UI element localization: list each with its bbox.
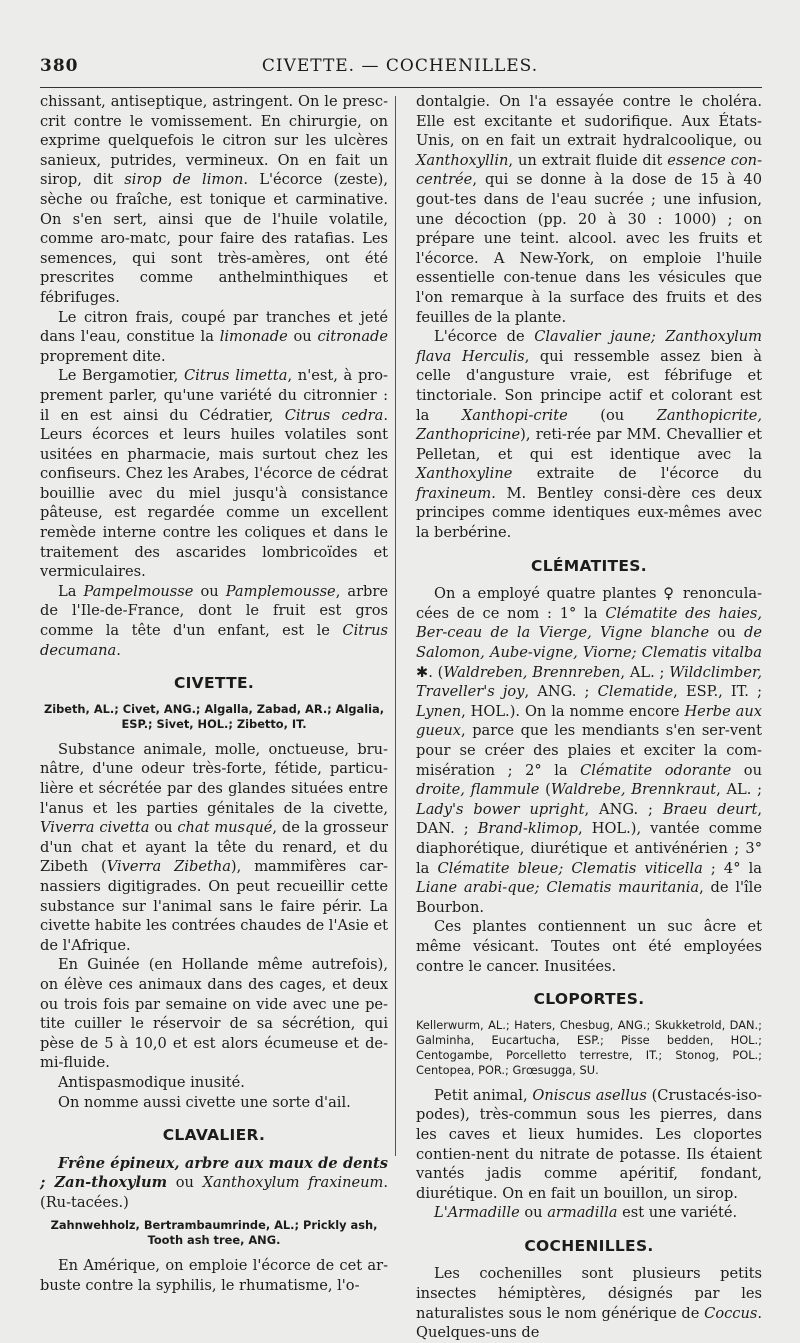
section-heading: COCHENILLES. (524, 1236, 654, 1255)
paragraph: L'Armadille ou armadilla est une variété. (434, 1204, 738, 1222)
paragraph: dontalgie. On l'a essayée contre le choléra. Elle est excitante et sudorifique. Aux États-Unis, on en fait un extrait hydralcoolique, ou Xanthoxyllin, un extrait fluide dit essence con-centrée, qui se donne à la dose de 15 à 40 gout-tes dans de l'eau sucrée ; une infusion, une décoction (pp. 20 à 30 : 1000) ; on prépare une teint. alcool. avec les fruits et l'écorce. A New-York, on emploie l'huile essentielle con-tenue dans les vésicules que l'on remarque à la surface des fruits et des feuilles de la plante. (416, 93, 762, 326)
left-column (40, 92, 388, 1296)
section-heading: CIVETTE. (173, 674, 255, 693)
page-header (40, 56, 760, 84)
paragraph: On nomme aussi civette une sorte d'ail. (58, 1093, 351, 1111)
paragraph: Les cochenilles sont plusieurs petits insectes hémiptères, désignés par les naturalistes sous le nom générique de Coccus. Quelques-uns de (416, 1265, 762, 1342)
paragraph: On a employé quatre plantes ♀ renoncula-cées de ce nom : 1° la Clématite des haies, Ber-ceau de la Vierge, Vigne blanche ou de Salomon, Aube-vigne, Viorne; Clematis vitalba ✱. (Waldreben, Brennreben, AL. ; Wildclimber, Traveller's joy, ANG. ; Clematide, ESP., IT. ; Lynen, HOL.). On la nomme encore Herbe aux gueux, parce que les mendiants s'en ser-vent pour se créer des plaies et exciter la com-misération ; 2° la Clématite odorante ou droite, flammule (Waldrebe, Brennkraut, AL. ; Lady's bower upright, ANG. ; Braeu deurt, DAN. ; Brand-klimop, HOL.), vantée comme diaphorétique, diurétique et antivénérien ; 3° la Clématite bleue; Clematis viticella ; 4° la Liane arabi-que; Clematis mauritania, de l'île Bourbon. (416, 585, 763, 916)
synonyms: Zibeth, AL.; Civet, ANG.; Algalla, Zabad, AR.; Algalia, ESP.; Sivet, HOL.; Zibetto, IT. (43, 701, 385, 731)
section-heading: CLÉMATITES. (531, 556, 647, 575)
paragraph: La Pampelmousse ou Pamplemousse, arbre de l'Ile-de-France, dont le fruit est gros comme la tête d'un enfant, est le Citrus decumana. (40, 582, 389, 659)
paragraph: En Amérique, on emploie l'écorce de cet ar-buste contre la syphilis, le rhumatisme, l'o- (40, 1257, 388, 1295)
header-rule (40, 87, 762, 88)
column-divider (395, 96, 396, 1156)
paragraph: Antispasmodique inusité. (58, 1073, 245, 1091)
page-number: 380 (40, 56, 79, 76)
star-icon: ✱. (416, 663, 433, 681)
paragraph: Le citron frais, coupé par tranches et jeté dans l'eau, constitue la limonade ou citronade proprement dite. (40, 308, 388, 365)
paragraph: Ces plantes contiennent un suc âcre et même vésicant. Toutes ont été employées contre le cancer. Inusitées. (416, 918, 762, 975)
synonyms: Zahnwehholz, Bertrambaumrinde, AL.; Prickly ash, Tooth ash tree, ANG. (50, 1218, 378, 1248)
synonyms: Kellerwurm, AL.; Haters, Chesbug, ANG.; Skukketrold, DAN.; Galminha, Eucartucha, ESP.; Pisse bedden, HOL.; Centogambe, Porcelletto terrestre, IT.; Stonog, POL.; Centopea, POR.; Grœsugga, SU. (416, 1017, 762, 1077)
paragraph: chissant, antiseptique, astringent. On le presc-crit contre le vomissement. En chirurgie, on exprime quelquefois le citron sur les ulcères sanieux, putrides, vermineux. On en fait un sirop, dit sirop de limon. L'écorce (zeste), sèche ou fraîche, est tonique et carminative. On s'en sert, ainsi que de l'huile volatile, comme aro-matc, pour faire des ratafias. Les semences, qui sont très-amères, ont été prescrites comme anthelminthiques et fébrifuges. (40, 93, 388, 306)
section-heading: CLOPORTES. (533, 990, 645, 1009)
paragraph: Frêne épineux, arbre aux maux de dents ; Zan-thoxylum ou Xanthoxylum fraxineum. (Ru-tacées.) (40, 1154, 389, 1211)
paragraph: Substance animale, molle, onctueuse, bru-nâtre, d'une odeur très-forte, fétide, particu-lière et sécrétée par des glandes situées entre l'anus et les parties génitales de la civette, Viverra civetta ou chat musqué, de la grosseur d'un chat et ayant la tête du renard, et du Zibeth (Viverra Zibetha), mammifères car-nassiers digitigrades. On peut recueillir cette substance sur l'animal sans le faire périr. La civette habite les contrées chaudes de l'Asie et de l'Afrique. (40, 740, 389, 954)
right-column (416, 92, 762, 1343)
paragraph: Le Bergamotier, Citrus limetta, n'est, à pro-prement parler, qu'une variété du citronnier : il en est ainsi du Cédratier, Citrus cedra. Leurs écorces et leurs huiles volatiles sont usitées en pharmacie, mais surtout chez les confiseurs. Chez les Arabes, l'écorce de cédrat bouillie avec du miel jusqu'à consistance pâteuse, est regardée comme un excellent remède interne contre les coliques et dans le traitement des ascarides lombricoïdes et vermiculaires. (40, 367, 388, 581)
plant-symbol-icon: ♀ (663, 585, 677, 603)
paragraph: En Guinée (en Hollande même autrefois), on élève ces animaux dans des cages, et deux ou trois fois par semaine on vide avec une pe-tite cuiller le réservoir de sa sécrétion, qui pèse de 5 à 10,0 et est alors écumeuse et de-mi-fluide. (40, 956, 388, 1072)
paragraph: L'écorce de Clavalier jaune; Zanthoxylum flava Herculis, qui ressemble assez bien à celle d'angusture vraie, est fébrifuge et tinctoriale. Son principe actif et colorant est la Xanthopi-crite (ou Zanthopicrite, Zanthopricine), reti-rée par MM. Chevallier et Pelletan, et qui est identique avec la Xanthoxyline extraite de l'écorce du fraxineum. M. Bentley consi-dère ces deux principes comme identiques eux-mêmes avec la berbérine. (416, 328, 763, 542)
paragraph: Petit animal, Oniscus asellus (Crustacés-iso-podes), très-commun sous les pierres, dans les caves et lieux humides. Les cloportes contien-nent du nitrate de potasse. Ils étaient vantés jadis comme apéritif, fondant, diurétique. On en fait un bouillon, un sirop. (416, 1086, 762, 1202)
section-heading: CLAVALIER. (162, 1126, 266, 1145)
running-title: CIVETTE. — COCHENILLES. (261, 56, 539, 76)
